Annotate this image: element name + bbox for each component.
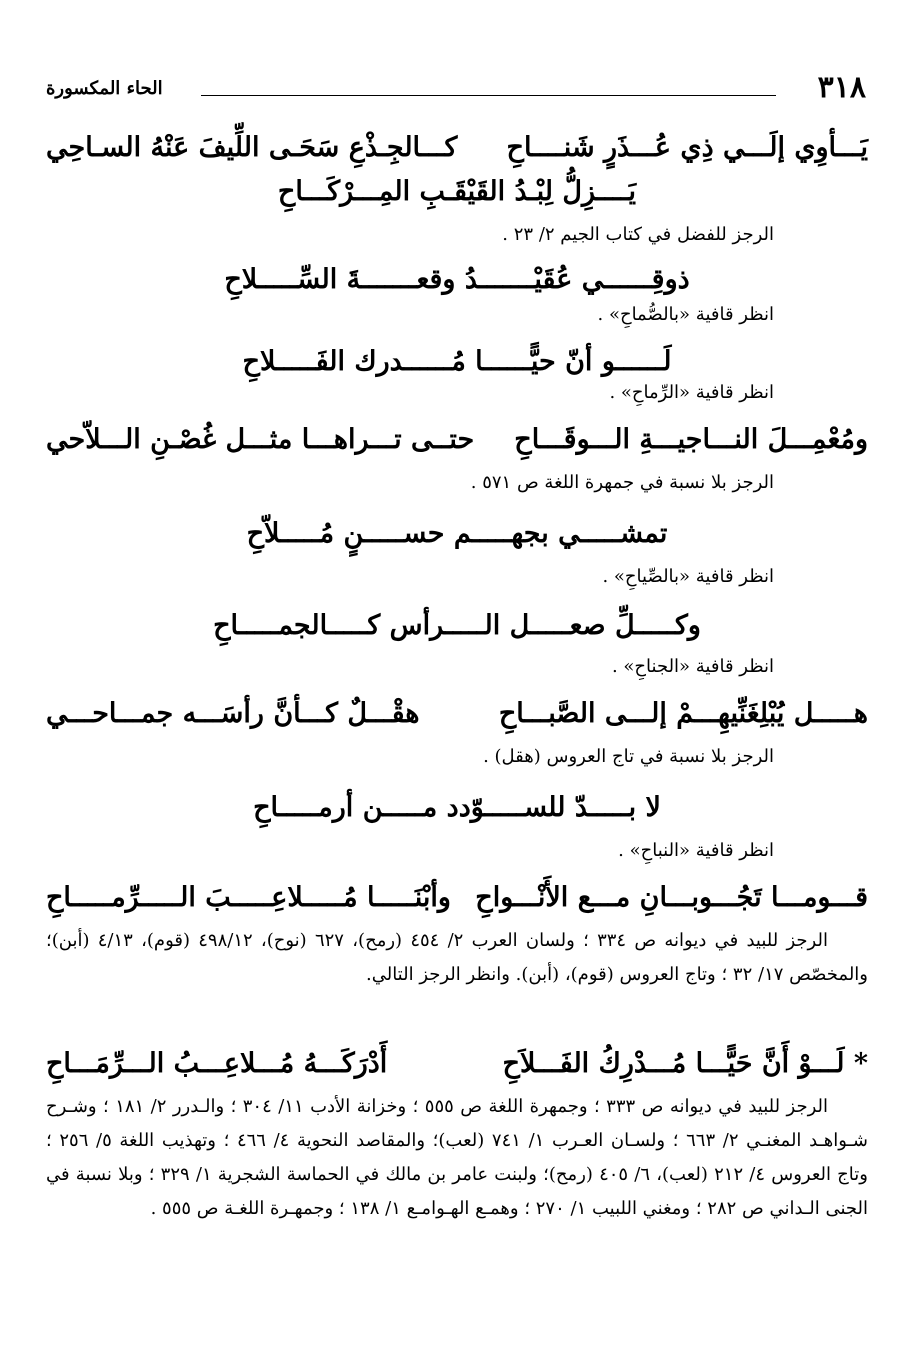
cross-reference-note: انظر قافية «النباحِ» . [618,840,774,861]
verse-hemistich-second: هقْـــلٌ كـــأنَّ رأسَـــه جمـــاحـــي [46,698,420,729]
source-paragraph-text: الرجز للبيد في ديوانه ص ٣٣٣ ؛ وجمهرة اللغة ص ٥٥٥ ؛ وخزانة الأدب ١١/ ٣٠٤ ؛ والـدرر ٢/ ١٨١ ؛ وشـرح شـواهـد المغنـي ٢/ ٦٦٣ ؛ ولسـان العـرب ١/ ٧٤١ (لعب)؛ والمقاصد النحوية ٤/ ٤٦٦ ؛ وتهذيب اللغة ٥/ ٢٥٦ ؛ وتاج العروس ٤/ ٢١٢ (لعب)، ٦/ ٤٠٥ (رمح)؛ ولبنت عامر بن مالك في الحماسة الشجرية ١/ ٣٢٩ ؛ وبلا نسبة في الجنى الـداني ص ٢٨٢ ؛ ومغني اللبيب ١/ ٢٧٠ ؛ وهمـع الهـوامـع ١/ ١٣٨ ؛ وجمهـرة اللغـة ص ٥٥٥ . [46,1096,868,1219]
verse-line [46,878,868,918]
verse-line [46,420,868,460]
running-title: الحاء المكسورة [46,78,163,99]
source-note: الرجز بلا نسبة في تاج العروس (هقل) . [483,746,774,767]
verse-line: تمشـــــي بجهـــــم حســـــنٍ مُـــــلاّحِ [246,518,668,549]
verse-hemistich-second: كـــالجِـذْعِ سَحَـى اللِّيفَ عَنْهُ السـاحِي [46,132,458,163]
verse-hemistich-second: أَدْرَكَـــهُ مُـــلاعِـــبُ الـــرِّمَـــاحِ [46,1048,388,1079]
verse-line: لا بـــــدّ للســـــوّدد مـــــن أرمـــــاحِ [253,792,661,823]
cross-reference-note: انظر قافية «الرِّماحِ» . [609,382,774,403]
cross-reference-note: انظر قافية «بالصِّياحِ» . [602,566,774,587]
verse-hemistich-first: يَـــأوِي إلَـــي ذِي عُـــذَرٍ شَنــــاحِ [506,132,868,163]
verse-line [46,128,868,168]
verse-hemistich-second: وأبْنَـــــا مُـــــلاعِـــــبَ الـــــرِّمـــــاحِ [46,882,451,913]
verse-hemistich-second: حتــى تـــراهـــا مثـــل غُصْـنِ الـــلاّحي [46,424,475,455]
source-paragraph [46,924,868,992]
verse-hemistich-first: ومُعْمِـــلَ النـــاجيـــةِ الـــوقَـــاحِ [514,424,868,455]
verse-line [46,694,868,734]
verse-line: لَــــــو أنّ حيًّــــــا مُــــــدرك الفَـــــلاحِ [242,346,672,377]
page-number: ٣١٨ [817,70,866,105]
verse-line: ذوقِــــــي عُقَيْـــــــدُ وقعـــــــةَ السِّـــــلاحِ [224,264,690,295]
verse-line: يَــــزِلُّ لِبْـدُ القَيْقَـبِ المِـــرْكَـــاحِ [277,176,637,207]
cross-reference-note: انظر قافية «بالصُّماحِ» . [597,304,774,325]
verse-hemistich-text: لَـــوْ أَنَّ حَيًّـــا مُـــدْرِكُ الفَـــلاَحِ [502,1048,845,1079]
header-rule [201,95,776,96]
verse-hemistich-first: هـــــل يُبْلِغَنِّيهِـــمْ إلـــى الصَّبـــاحِ [498,698,868,729]
verse-hemistich-first: قـــومـــا تَجُـــوبـــانِ مـــع الأَنْـــواحِ [475,882,868,913]
source-paragraph [46,1090,868,1226]
verse-line: وكـــــلِّ صعـــــل الـــــرأس كـــــالجمـــــاحِ [213,610,701,641]
page-header [46,70,866,110]
verse-line [46,1044,868,1084]
source-paragraph-text: الرجز للبيد في ديوانه ص ٣٣٤ ؛ ولسان العرب ٢/ ٤٥٤ (رمح)، ٦٢٧ (نوح)، ٤٩٨/١٢ (قوم)، ٤/١٣ (أبن)؛ والمخصّص ١٧/ ٣٢ ؛ وتاج العروس (قوم)، (أبن). وانظر الرجز التالي. [46,930,868,985]
verse-hemistich-first [503,1044,868,1084]
source-note: الرجز للفضل في كتاب الجيم ٢/ ٢٣ . [502,224,774,245]
cross-reference-note: انظر قافية «الجناحِ» . [611,656,774,677]
source-note: الرجز بلا نسبة في جمهرة اللغة ص ٥٧١ . [470,472,774,493]
star-marker: * [853,1048,868,1079]
